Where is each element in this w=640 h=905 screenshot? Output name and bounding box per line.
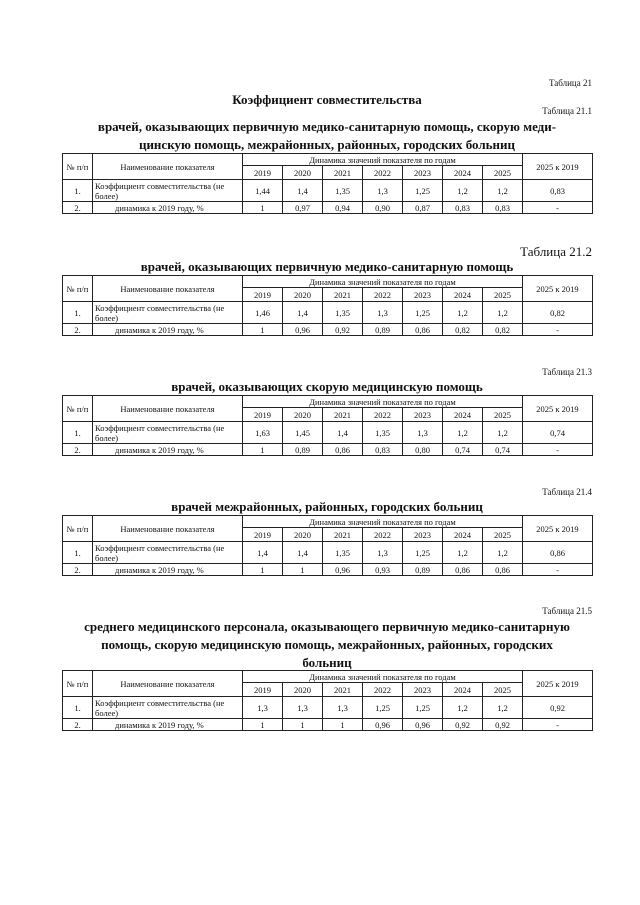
table-row bbox=[63, 444, 593, 456]
header-row bbox=[63, 396, 593, 408]
row-value: 1 bbox=[283, 564, 323, 576]
table-row bbox=[63, 324, 593, 336]
header-name: Наименование показателя bbox=[93, 276, 243, 302]
header-year: 2022 bbox=[363, 288, 403, 302]
title-line: помощь, скорую медицинскую помощь, межрайонных, районных, городских bbox=[101, 637, 553, 652]
row-value: 1,25 bbox=[403, 302, 443, 324]
row-name: Коэффициент совместительства (не более) bbox=[93, 422, 243, 444]
row-num: 2. bbox=[63, 564, 93, 576]
row-num: 1. bbox=[63, 697, 93, 719]
row-value: 1,3 bbox=[403, 422, 443, 444]
row-value: 1 bbox=[283, 719, 323, 731]
header-year: 2025 bbox=[483, 166, 523, 180]
header-year: 2020 bbox=[283, 288, 323, 302]
row-value: 0,87 bbox=[403, 202, 443, 214]
table-21-4-label: Таблица 21.4 bbox=[542, 487, 592, 497]
header-year: 2023 bbox=[403, 408, 443, 422]
row-value: 1,2 bbox=[443, 422, 483, 444]
row-num: 1. bbox=[63, 542, 93, 564]
row-value: 1,2 bbox=[443, 542, 483, 564]
row-value: 1 bbox=[243, 564, 283, 576]
table-21-4 bbox=[62, 515, 593, 576]
header-num: № п/п bbox=[63, 516, 93, 542]
row-value: 1,35 bbox=[363, 422, 403, 444]
row-target: - bbox=[523, 324, 593, 336]
row-value: 1,2 bbox=[483, 542, 523, 564]
table-21-3-label: Таблица 21.3 bbox=[542, 367, 592, 377]
row-value: 0,86 bbox=[443, 564, 483, 576]
row-value: 1,3 bbox=[243, 697, 283, 719]
row-value: 0,83 bbox=[363, 444, 403, 456]
header-year: 2020 bbox=[283, 528, 323, 542]
row-value: 1,3 bbox=[323, 697, 363, 719]
row-value: 0,90 bbox=[363, 202, 403, 214]
header-dynamics: Динамика значений показателя по годам bbox=[243, 154, 523, 166]
header-year: 2022 bbox=[363, 408, 403, 422]
row-target: 0,83 bbox=[523, 180, 593, 202]
row-value: 1,2 bbox=[443, 180, 483, 202]
header-year: 2025 bbox=[483, 288, 523, 302]
header-year: 2024 bbox=[443, 683, 483, 697]
header-row bbox=[63, 154, 593, 166]
row-value: 0,94 bbox=[323, 202, 363, 214]
header-target: 2025 к 2019 bbox=[523, 671, 593, 697]
header-year: 2022 bbox=[363, 528, 403, 542]
row-name: Коэффициент совместительства (не более) bbox=[93, 542, 243, 564]
header-year: 2019 bbox=[243, 683, 283, 697]
table-row bbox=[63, 180, 593, 202]
header-year: 2021 bbox=[323, 683, 363, 697]
header-target: 2025 к 2019 bbox=[523, 154, 593, 180]
table-row bbox=[63, 422, 593, 444]
header-year: 2023 bbox=[403, 528, 443, 542]
row-value: 1,25 bbox=[403, 697, 443, 719]
table-21-5-title bbox=[62, 618, 592, 672]
row-value: 1,3 bbox=[283, 697, 323, 719]
table-21-2-label: Таблица 21.2 bbox=[520, 244, 592, 259]
row-num: 2. bbox=[63, 324, 93, 336]
table-21-2 bbox=[62, 275, 593, 336]
row-target: 0,86 bbox=[523, 542, 593, 564]
header-num: № п/п bbox=[63, 276, 93, 302]
row-value: 1,63 bbox=[243, 422, 283, 444]
row-value: 1,25 bbox=[363, 697, 403, 719]
title-line: среднего медицинского персонала, оказывающего первичную медико-санитарную bbox=[84, 619, 570, 634]
title-line: цинскую помощь, межрайонных, районных, городских больниц bbox=[138, 137, 516, 152]
header-num: № п/п bbox=[63, 671, 93, 697]
header-year: 2019 bbox=[243, 528, 283, 542]
row-num: 2. bbox=[63, 444, 93, 456]
row-value: 0,83 bbox=[483, 202, 523, 214]
header-target: 2025 к 2019 bbox=[523, 396, 593, 422]
header-year: 2021 bbox=[323, 288, 363, 302]
row-value: 0,82 bbox=[483, 324, 523, 336]
row-value: 1,35 bbox=[323, 180, 363, 202]
header-year: 2023 bbox=[403, 683, 443, 697]
row-name: Коэффициент совместительства (не более) bbox=[93, 302, 243, 324]
row-value: 1 bbox=[243, 202, 283, 214]
row-value: 1,25 bbox=[403, 542, 443, 564]
row-value: 1,2 bbox=[483, 697, 523, 719]
row-target: 0,82 bbox=[523, 302, 593, 324]
row-target: - bbox=[523, 444, 593, 456]
title-line: врачей, оказывающих скорую медицинскую помощь bbox=[171, 379, 483, 394]
row-value: 0,82 bbox=[443, 324, 483, 336]
table-21-label: Таблица 21 bbox=[549, 78, 592, 88]
row-name: динамика к 2019 году, % bbox=[93, 324, 243, 336]
row-target: - bbox=[523, 719, 593, 731]
header-year: 2020 bbox=[283, 683, 323, 697]
row-value: 1,4 bbox=[243, 542, 283, 564]
header-year: 2021 bbox=[323, 528, 363, 542]
header-year: 2023 bbox=[403, 288, 443, 302]
title-line: врачей, оказывающих первичную медико-санитарную помощь, скорую меди- bbox=[97, 119, 557, 134]
row-value: 1,25 bbox=[403, 180, 443, 202]
main-title: Коэффициент совместительства bbox=[232, 92, 422, 107]
header-year: 2020 bbox=[283, 166, 323, 180]
row-value: 0,97 bbox=[283, 202, 323, 214]
row-value: 0,93 bbox=[363, 564, 403, 576]
table-row bbox=[63, 719, 593, 731]
header-name: Наименование показателя bbox=[93, 516, 243, 542]
header-target: 2025 к 2019 bbox=[523, 276, 593, 302]
row-target: 0,74 bbox=[523, 422, 593, 444]
header-num: № п/п bbox=[63, 154, 93, 180]
header-name: Наименование показателя bbox=[93, 396, 243, 422]
header-year: 2019 bbox=[243, 408, 283, 422]
row-value: 1,4 bbox=[283, 542, 323, 564]
header-year: 2021 bbox=[323, 408, 363, 422]
header-row bbox=[63, 671, 593, 683]
row-num: 2. bbox=[63, 719, 93, 731]
header-year: 2019 bbox=[243, 166, 283, 180]
header-year: 2023 bbox=[403, 166, 443, 180]
row-target: 0,92 bbox=[523, 697, 593, 719]
row-value: 1,4 bbox=[283, 180, 323, 202]
row-name: Коэффициент совместительства (не более) bbox=[93, 180, 243, 202]
row-num: 1. bbox=[63, 302, 93, 324]
row-name: динамика к 2019 году, % bbox=[93, 719, 243, 731]
header-row bbox=[63, 516, 593, 528]
row-value: 0,74 bbox=[443, 444, 483, 456]
row-name: динамика к 2019 году, % bbox=[93, 202, 243, 214]
row-num: 1. bbox=[63, 180, 93, 202]
table-21-2-title bbox=[62, 258, 592, 276]
header-dynamics: Динамика значений показателя по годам bbox=[243, 516, 523, 528]
table-21-3 bbox=[62, 395, 593, 456]
row-num: 1. bbox=[63, 422, 93, 444]
row-value: 0,89 bbox=[403, 564, 443, 576]
row-name: динамика к 2019 году, % bbox=[93, 444, 243, 456]
row-value: 1,4 bbox=[323, 422, 363, 444]
row-value: 1 bbox=[323, 719, 363, 731]
row-value: 1,44 bbox=[243, 180, 283, 202]
header-year: 2025 bbox=[483, 528, 523, 542]
header-year: 2024 bbox=[443, 166, 483, 180]
header-name: Наименование показателя bbox=[93, 154, 243, 180]
header-year: 2025 bbox=[483, 683, 523, 697]
header-year: 2022 bbox=[363, 683, 403, 697]
header-num: № п/п bbox=[63, 396, 93, 422]
row-value: 0,80 bbox=[403, 444, 443, 456]
header-dynamics: Динамика значений показателя по годам bbox=[243, 396, 523, 408]
table-21-4-title bbox=[62, 498, 592, 516]
table-21-5 bbox=[62, 670, 593, 731]
header-year: 2024 bbox=[443, 528, 483, 542]
header-year: 2019 bbox=[243, 288, 283, 302]
row-value: 1,2 bbox=[483, 180, 523, 202]
table-21-1 bbox=[62, 153, 593, 214]
row-target: - bbox=[523, 202, 593, 214]
table-row bbox=[63, 542, 593, 564]
table-row bbox=[63, 202, 593, 214]
row-value: 1,3 bbox=[363, 542, 403, 564]
row-value: 1,46 bbox=[243, 302, 283, 324]
row-value: 0,92 bbox=[323, 324, 363, 336]
row-value: 0,86 bbox=[323, 444, 363, 456]
title-line: больниц bbox=[302, 655, 352, 670]
row-value: 1,3 bbox=[363, 302, 403, 324]
table-21-1-label: Таблица 21.1 bbox=[542, 106, 592, 116]
row-value: 1,35 bbox=[323, 302, 363, 324]
table-21-3-title bbox=[62, 378, 592, 396]
row-value: 1,2 bbox=[483, 422, 523, 444]
row-value: 0,83 bbox=[443, 202, 483, 214]
row-value: 1 bbox=[243, 324, 283, 336]
row-value: 0,96 bbox=[323, 564, 363, 576]
row-value: 0,74 bbox=[483, 444, 523, 456]
header-year: 2021 bbox=[323, 166, 363, 180]
header-row bbox=[63, 276, 593, 288]
row-value: 1,2 bbox=[443, 697, 483, 719]
row-value: 1,45 bbox=[283, 422, 323, 444]
header-year: 2022 bbox=[363, 166, 403, 180]
row-target: - bbox=[523, 564, 593, 576]
row-value: 0,96 bbox=[403, 719, 443, 731]
row-value: 0,89 bbox=[363, 324, 403, 336]
table-21-5-label: Таблица 21.5 bbox=[542, 606, 592, 616]
table-row bbox=[63, 302, 593, 324]
row-value: 1,4 bbox=[283, 302, 323, 324]
table-21-1-title bbox=[62, 118, 592, 154]
row-value: 0,86 bbox=[483, 564, 523, 576]
row-value: 0,86 bbox=[403, 324, 443, 336]
row-value: 0,89 bbox=[283, 444, 323, 456]
row-value: 1,2 bbox=[443, 302, 483, 324]
header-year: 2020 bbox=[283, 408, 323, 422]
title-line: врачей, оказывающих первичную медико-санитарную помощь bbox=[140, 259, 514, 274]
row-name: динамика к 2019 году, % bbox=[93, 564, 243, 576]
header-dynamics: Динамика значений показателя по годам bbox=[243, 276, 523, 288]
row-num: 2. bbox=[63, 202, 93, 214]
row-value: 1 bbox=[243, 719, 283, 731]
header-name: Наименование показателя bbox=[93, 671, 243, 697]
header-target: 2025 к 2019 bbox=[523, 516, 593, 542]
row-value: 0,92 bbox=[443, 719, 483, 731]
header-dynamics: Динамика значений показателя по годам bbox=[243, 671, 523, 683]
table-row bbox=[63, 697, 593, 719]
header-year: 2024 bbox=[443, 408, 483, 422]
header-year: 2024 bbox=[443, 288, 483, 302]
row-value: 1,2 bbox=[483, 302, 523, 324]
title-line: врачей межрайонных, районных, городских больниц bbox=[171, 499, 483, 514]
row-value: 1 bbox=[243, 444, 283, 456]
row-value: 1,3 bbox=[363, 180, 403, 202]
table-row bbox=[63, 564, 593, 576]
header-year: 2025 bbox=[483, 408, 523, 422]
row-name: Коэффициент совместительства (не более) bbox=[93, 697, 243, 719]
row-value: 1,35 bbox=[323, 542, 363, 564]
row-value: 0,96 bbox=[283, 324, 323, 336]
row-value: 0,96 bbox=[363, 719, 403, 731]
row-value: 0,92 bbox=[483, 719, 523, 731]
